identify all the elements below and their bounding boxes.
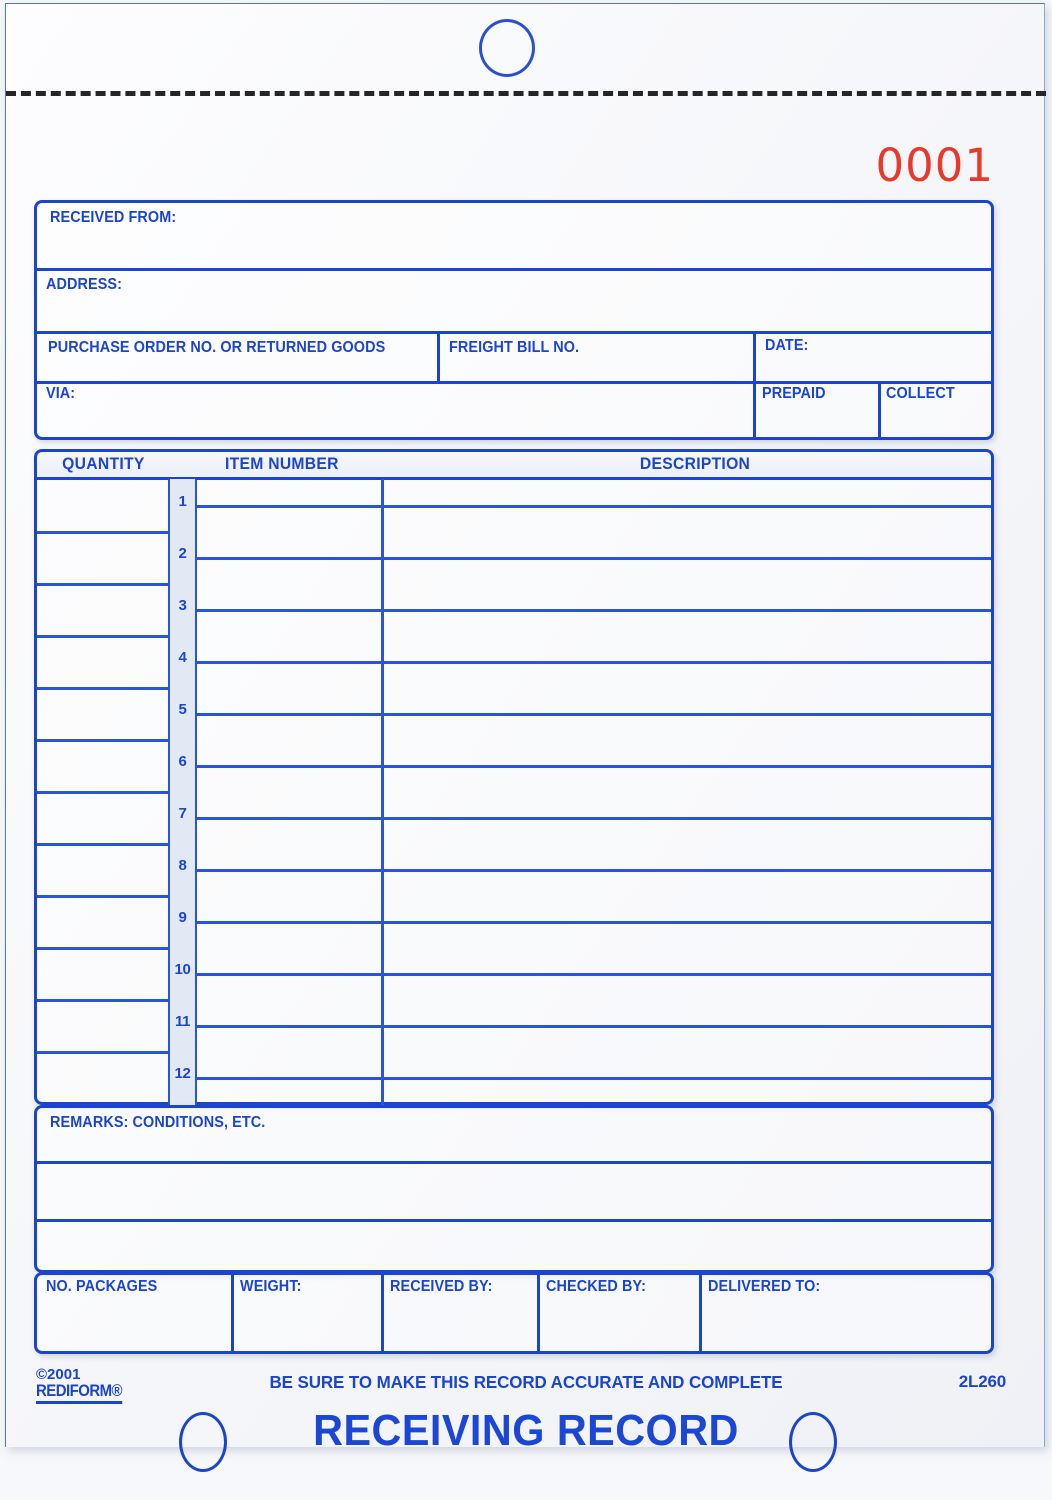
footer-vdivider-4 bbox=[699, 1272, 702, 1354]
no-packages-label: NO. PACKAGES bbox=[46, 1278, 158, 1295]
received-by-input[interactable] bbox=[385, 1298, 534, 1351]
form-code: 2L260 bbox=[958, 1372, 1006, 1391]
item-number-cell[interactable] bbox=[199, 999, 381, 1051]
row-number: 9 bbox=[178, 909, 187, 926]
header-vdivider-2 bbox=[753, 331, 756, 440]
item-number-cell[interactable] bbox=[199, 739, 381, 791]
collect-label: COLLECT bbox=[886, 385, 955, 402]
received-from-input[interactable] bbox=[40, 224, 988, 266]
weight-input[interactable] bbox=[235, 1298, 378, 1351]
table-row[interactable] bbox=[37, 947, 168, 999]
row-number: 12 bbox=[174, 1065, 191, 1082]
received-by-label: RECEIVED BY: bbox=[390, 1278, 493, 1295]
header-divider-3 bbox=[34, 381, 994, 384]
item-number-cell[interactable] bbox=[199, 1051, 381, 1105]
freight-bill-label: FREIGHT BILL NO. bbox=[449, 339, 580, 356]
row-number: 4 bbox=[178, 649, 187, 666]
item-number-cell[interactable] bbox=[199, 843, 381, 895]
checked-by-input[interactable] bbox=[541, 1298, 696, 1351]
footer-vdivider-3 bbox=[537, 1272, 540, 1354]
purchase-order-input[interactable] bbox=[40, 356, 434, 379]
item-number-cell[interactable] bbox=[199, 895, 381, 947]
column-header-quantity: QUANTITY bbox=[62, 455, 145, 473]
purchase-order-label: PURCHASE ORDER NO. OR RETURNED GOODS bbox=[48, 339, 386, 356]
table-row[interactable] bbox=[37, 999, 168, 1051]
row-number: 5 bbox=[178, 701, 187, 718]
address-input[interactable] bbox=[40, 292, 988, 329]
copyright-year: ©2001 bbox=[36, 1366, 81, 1383]
form-tagline: BE SURE TO MAKE THIS RECORD ACCURATE AND COMPLETE bbox=[269, 1372, 783, 1392]
row-number: 7 bbox=[178, 805, 187, 822]
item-number-cell[interactable] bbox=[199, 531, 381, 583]
header-vdivider-1 bbox=[437, 331, 440, 381]
punch-hole-top-icon bbox=[479, 19, 535, 77]
remarks-label: REMARKS: CONDITIONS, ETC. bbox=[50, 1114, 266, 1131]
description-cell[interactable] bbox=[384, 583, 991, 635]
serial-number: 0001 bbox=[875, 139, 994, 192]
description-cell[interactable] bbox=[384, 531, 991, 583]
table-row[interactable] bbox=[37, 1051, 168, 1105]
delivered-to-input[interactable] bbox=[703, 1298, 990, 1351]
prepaid-checkbox[interactable] bbox=[757, 402, 876, 438]
row-number: 10 bbox=[174, 961, 191, 978]
description-cell[interactable] bbox=[384, 1051, 991, 1105]
column-header-item-number: ITEM NUMBER bbox=[224, 455, 339, 473]
address-label: ADDRESS: bbox=[46, 276, 123, 293]
description-cell[interactable] bbox=[384, 791, 991, 843]
header-vdivider-3 bbox=[878, 381, 881, 440]
item-number-cell[interactable] bbox=[199, 479, 381, 531]
row-number: 3 bbox=[178, 597, 187, 614]
header-divider-2 bbox=[34, 331, 994, 334]
remarks-input-line-2[interactable] bbox=[40, 1164, 988, 1217]
via-label: VIA: bbox=[46, 385, 76, 402]
row-number: 1 bbox=[178, 493, 187, 510]
item-number-cell[interactable] bbox=[199, 635, 381, 687]
table-row[interactable] bbox=[37, 479, 168, 531]
table-row[interactable] bbox=[37, 791, 168, 843]
checked-by-label: CHECKED BY: bbox=[546, 1278, 647, 1295]
perforation-line bbox=[6, 91, 1046, 96]
row-number: 8 bbox=[178, 857, 187, 874]
item-number-cell[interactable] bbox=[199, 947, 381, 999]
table-row[interactable] bbox=[37, 895, 168, 947]
delivered-to-label: DELIVERED TO: bbox=[708, 1278, 821, 1295]
date-label: DATE: bbox=[765, 337, 809, 354]
prepaid-label: PREPAID bbox=[762, 385, 826, 402]
description-cell[interactable] bbox=[384, 635, 991, 687]
table-row[interactable] bbox=[37, 531, 168, 583]
row-number-strip bbox=[168, 479, 197, 1105]
item-number-cell[interactable] bbox=[199, 791, 381, 843]
row-number: 11 bbox=[174, 1013, 191, 1030]
table-row[interactable] bbox=[37, 687, 168, 739]
remarks-input-line-1[interactable] bbox=[40, 1132, 988, 1159]
via-input[interactable] bbox=[40, 402, 751, 438]
description-cell[interactable] bbox=[384, 999, 991, 1051]
no-packages-input[interactable] bbox=[40, 1298, 228, 1351]
remarks-input-line-3[interactable] bbox=[40, 1222, 988, 1270]
row-number: 2 bbox=[178, 545, 187, 562]
footer-vdivider-2 bbox=[381, 1272, 384, 1354]
table-row[interactable] bbox=[37, 583, 168, 635]
description-cell[interactable] bbox=[384, 687, 991, 739]
description-cell[interactable] bbox=[384, 739, 991, 791]
rediform-logo: REDIFORM® bbox=[36, 1382, 122, 1403]
collect-checkbox[interactable] bbox=[882, 402, 990, 438]
column-header-description: DESCRIPTION bbox=[639, 455, 751, 473]
table-row[interactable] bbox=[37, 739, 168, 791]
description-cell[interactable] bbox=[384, 895, 991, 947]
date-input[interactable] bbox=[757, 356, 990, 379]
received-from-label: RECEIVED FROM: bbox=[50, 209, 177, 226]
row-number: 6 bbox=[178, 753, 187, 770]
item-number-cell[interactable] bbox=[199, 687, 381, 739]
freight-bill-input[interactable] bbox=[441, 356, 751, 379]
description-cell[interactable] bbox=[384, 479, 991, 531]
description-cell[interactable] bbox=[384, 843, 991, 895]
item-number-cell[interactable] bbox=[199, 583, 381, 635]
description-cell[interactable] bbox=[384, 947, 991, 999]
document-title: RECEIVING RECORD bbox=[313, 1406, 739, 1455]
table-row[interactable] bbox=[37, 843, 168, 895]
footer-vdivider-1 bbox=[231, 1272, 234, 1354]
weight-label: WEIGHT: bbox=[240, 1278, 302, 1295]
header-divider-1 bbox=[34, 268, 994, 271]
table-row[interactable] bbox=[37, 635, 168, 687]
